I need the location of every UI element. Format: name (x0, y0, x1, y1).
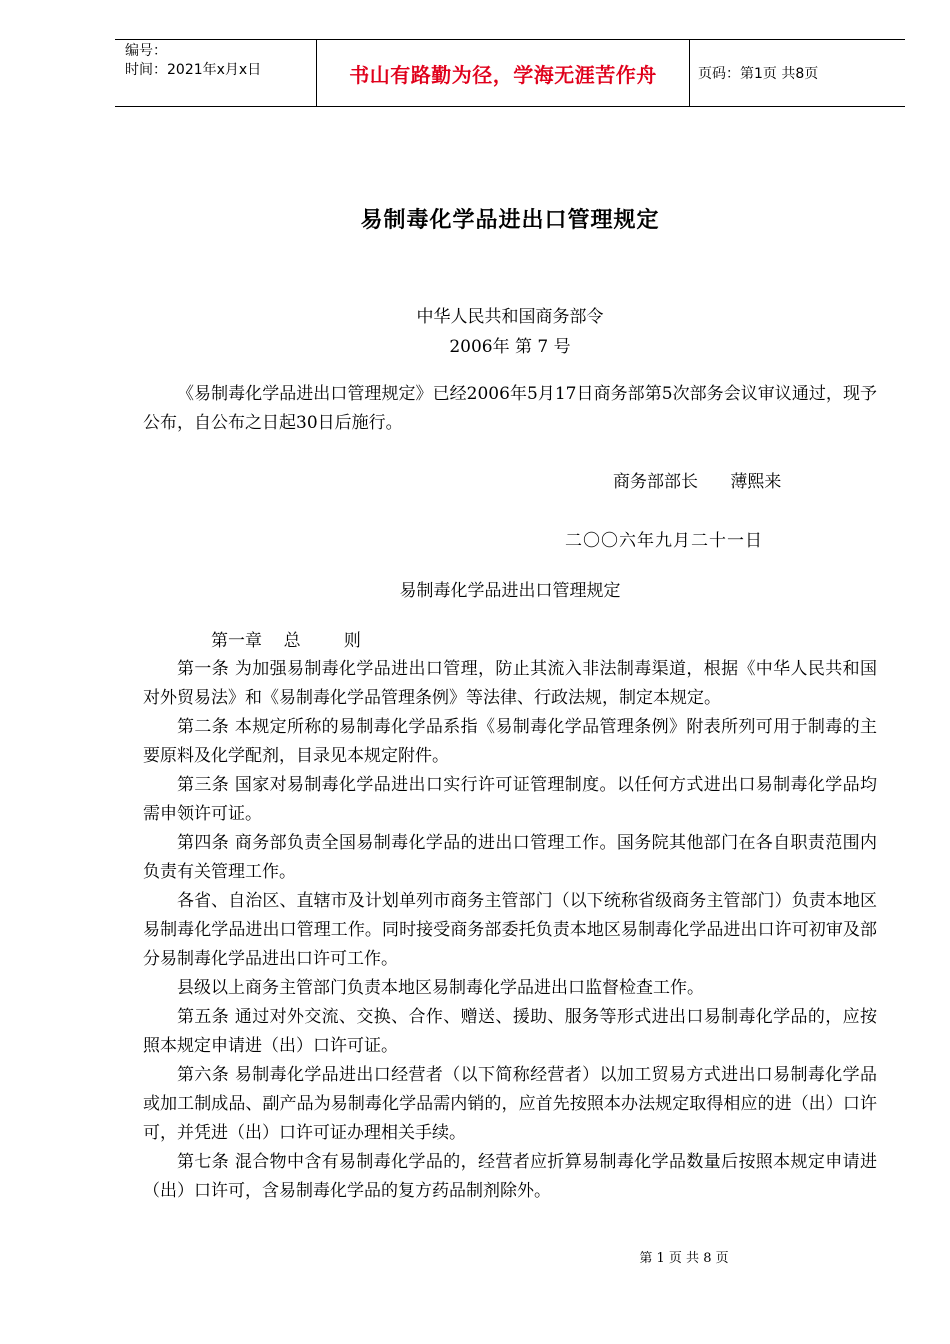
header-page-info: 页码：第1页 共8页 (698, 66, 819, 82)
article-paragraph: 第六条 易制毒化学品进出口经营者（以下简称经营者）以加工贸易方式进出口易制毒化学品或加工制成品、副产品为易制毒化学品需内销的，应首先按照本办法规定取得相应的进（出）口许可，并凭进（出）口许可证办理相关手续。 (143, 1065, 877, 1143)
time-label: 时间：2021年x月x日 (125, 62, 262, 78)
serial-label: 编号： (125, 43, 167, 59)
signer-line: 商务部部长 薄熙来 (613, 472, 782, 492)
order-number: 2006年 第 7 号 (449, 337, 571, 357)
header-meta (115, 40, 316, 106)
document-title: 易制毒化学品进出口管理规定 (360, 208, 660, 233)
sign-date: 二〇〇六年九月二十一日 (565, 531, 763, 551)
page-header (115, 39, 905, 107)
article-paragraph: 县级以上商务主管部门负责本地区易制毒化学品进出口监督检查工作。 (177, 978, 704, 998)
article-paragraph: 第一条 为加强易制毒化学品进出口管理，防止其流入非法制毒渠道，根据《中华人民共和国对外贸易法》和《易制毒化学品管理条例》等法律、行政法规，制定本规定。 (143, 659, 877, 708)
article-paragraph: 第五条 通过对外交流、交换、合作、赠送、援助、服务等形式进出口易制毒化学品的，应按照本规定申请进（出）口许可证。 (143, 1007, 877, 1056)
announcement-paragraph: 《易制毒化学品进出口管理规定》已经2006年5月17日商务部第5次部务会议审议通过，现予公布，自公布之日起30日后施行。 (143, 384, 877, 433)
article-paragraph: 第二条 本规定所称的易制毒化学品系指《易制毒化学品管理条例》附表所列可用于制毒的主要原料及化学配剂，目录见本规定附件。 (143, 717, 877, 766)
order-issuer: 中华人民共和国商务部令 (416, 307, 604, 327)
chapter-heading: 第一章 总 则 (211, 631, 361, 651)
article-paragraph: 第七条 混合物中含有易制毒化学品的，经营者应折算易制毒化学品数量后按照本规定申请进（出）口许可，含易制毒化学品的复方药品制剂除外。 (143, 1152, 877, 1201)
article-paragraph: 第四条 商务部负责全国易制毒化学品的进出口管理工作。国务院其他部门在各自职责范围内负责有关管理工作。 (143, 833, 877, 882)
header-motto: 书山有路勤为径，学海无涯苦作舟 (316, 40, 690, 106)
regulation-subtitle: 易制毒化学品进出口管理规定 (399, 581, 621, 601)
article-paragraph: 各省、自治区、直辖市及计划单列市商务主管部门（以下统称省级商务主管部门）负责本地区易制毒化学品进出口管理工作。同时接受商务部委托负责本地区易制毒化学品进出口许可初审及部分易制毒化学品进出口许可工作。 (143, 891, 877, 969)
page-footer: 第 1 页 共 8 页 (639, 1251, 729, 1266)
article-paragraph: 第三条 国家对易制毒化学品进出口实行许可证管理制度。以任何方式进出口易制毒化学品均需申领许可证。 (143, 775, 877, 824)
